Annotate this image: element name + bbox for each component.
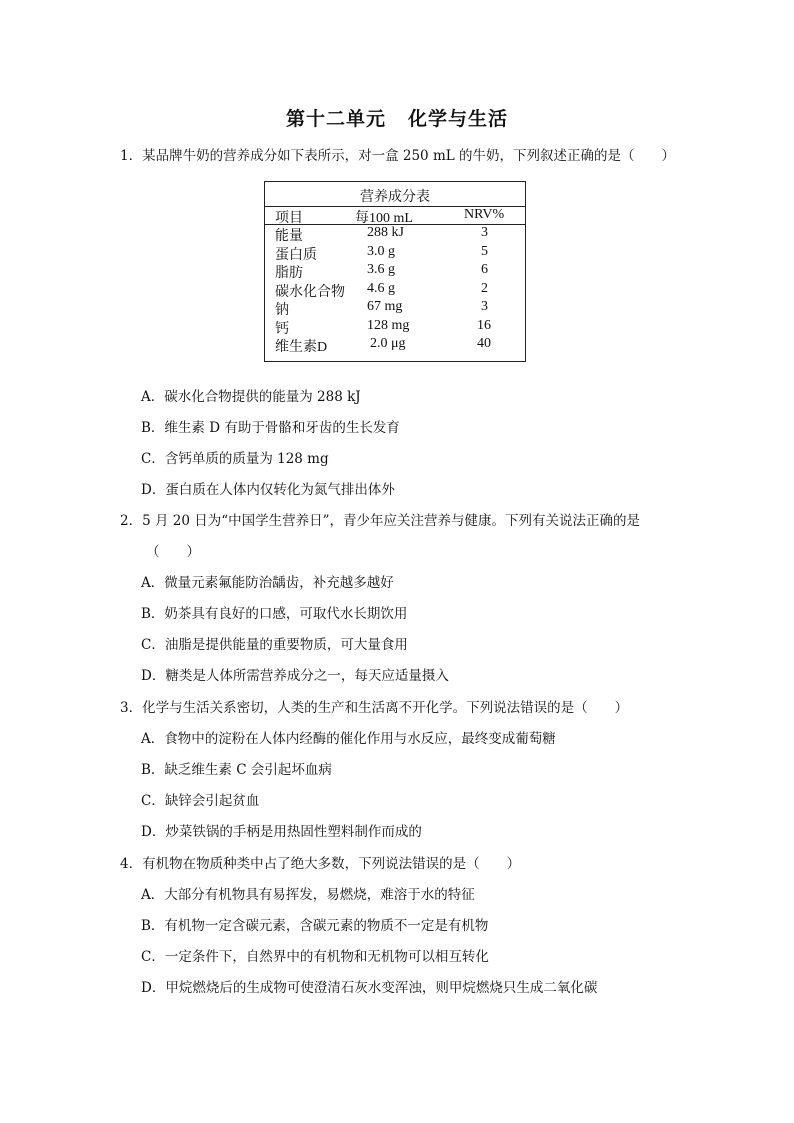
question-2-option-d: D．糖类是人体所需营养成分之一，每天应适量摄入	[141, 668, 449, 684]
row-nrv: 2	[481, 281, 488, 296]
row-item: 碳水化合物	[275, 285, 345, 300]
row-amount: 128 mg	[367, 318, 410, 333]
row-item: 维生素D	[275, 340, 328, 355]
question-3-option-b: B．缺乏维生素 C 会引起坏血病	[141, 762, 332, 778]
question-1-option-a: A．碳水化合物提供的能量为 288 kJ	[141, 389, 361, 405]
unit-topic: 化学与生活	[408, 108, 509, 130]
row-amount: 67 mg	[367, 299, 403, 314]
row-amount: 3.0 g	[367, 244, 395, 259]
unit-number: 第十二单元	[285, 108, 386, 130]
row-nrv: 3	[481, 299, 488, 314]
row-nrv: 16	[477, 318, 491, 333]
question-3-option-c: C．缺锌会引起贫血	[141, 793, 260, 809]
row-nrv: 5	[481, 244, 488, 259]
question-4-stem: 4．有机物在物质种类中占了绝大多数，下列说法错误的是（ ）	[120, 856, 521, 872]
question-4-option-c: C．一定条件下，自然界中的有机物和无机物可以相互转化	[141, 949, 489, 965]
question-1-option-d: D．蛋白质在人体内仅转化为氮气排出体外	[141, 482, 395, 498]
row-item: 蛋白质	[275, 248, 317, 263]
question-4-option-a: A．大部分有机物具有易挥发，易燃烧，难溶于水的特征	[141, 887, 475, 903]
row-item: 钠	[275, 303, 289, 318]
question-2-option-b: B．奶茶具有良好的口感，可取代水长期饮用	[141, 606, 408, 622]
question-4-option-b: B．有机物一定含碳元素，含碳元素的物质不一定是有机物	[141, 918, 489, 934]
row-item: 脂肪	[275, 266, 303, 281]
row-amount: 4.6 g	[367, 281, 395, 296]
question-2-answer-bracket: （ ）	[146, 544, 200, 560]
nutrition-table	[264, 181, 526, 362]
question-2-stem: 2．5 月 20 日为“中国学生营养日”，青少年应关注营养与健康。下列有关说法正确的是	[120, 513, 641, 529]
question-3-stem: 3．化学与生活关系密切，人类的生产和生活离不开化学。下列说法错误的是（ ）	[120, 700, 629, 716]
question-1-option-c: C．含钙单质的质量为 128 mg	[141, 451, 329, 467]
row-amount: 3.6 g	[367, 262, 395, 277]
page-title	[0, 104, 794, 131]
question-1-stem: 1．某品牌牛奶的营养成分如下表所示，对一盒 250 mL 的牛奶，下列叙述正确的是（ ）	[120, 148, 675, 164]
row-nrv: 6	[481, 262, 488, 277]
row-item: 能量	[275, 229, 303, 244]
row-nrv: 40	[477, 336, 491, 351]
question-2-option-a: A．微量元素氟能防治龋齿，补充越多越好	[141, 575, 394, 591]
row-amount: 288 kJ	[367, 225, 404, 240]
header-nrv: NRV%	[464, 207, 505, 222]
nutrition-table-caption: 营养成分表	[360, 190, 430, 205]
header-per-100ml: 每100 mL	[355, 211, 413, 226]
question-3-option-a: A．食物中的淀粉在人体内经酶的催化作用与水反应，最终变成葡萄糖	[141, 731, 556, 747]
row-amount: 2.0 μg	[370, 336, 406, 351]
question-4-option-d: D．甲烷燃烧后的生成物可使澄清石灰水变浑浊，则甲烷燃烧只生成二氧化碳	[141, 980, 598, 996]
header-item: 项目	[275, 211, 303, 226]
question-1-option-b: B．维生素 D 有助于骨骼和牙齿的生长发育	[141, 420, 400, 436]
row-item: 钙	[275, 322, 289, 337]
row-nrv: 3	[481, 225, 488, 240]
question-3-option-d: D．炒菜铁锅的手柄是用热固性塑料制作而成的	[141, 824, 422, 840]
question-2-option-c: C．油脂是提供能量的重要物质，可大量食用	[141, 637, 408, 653]
